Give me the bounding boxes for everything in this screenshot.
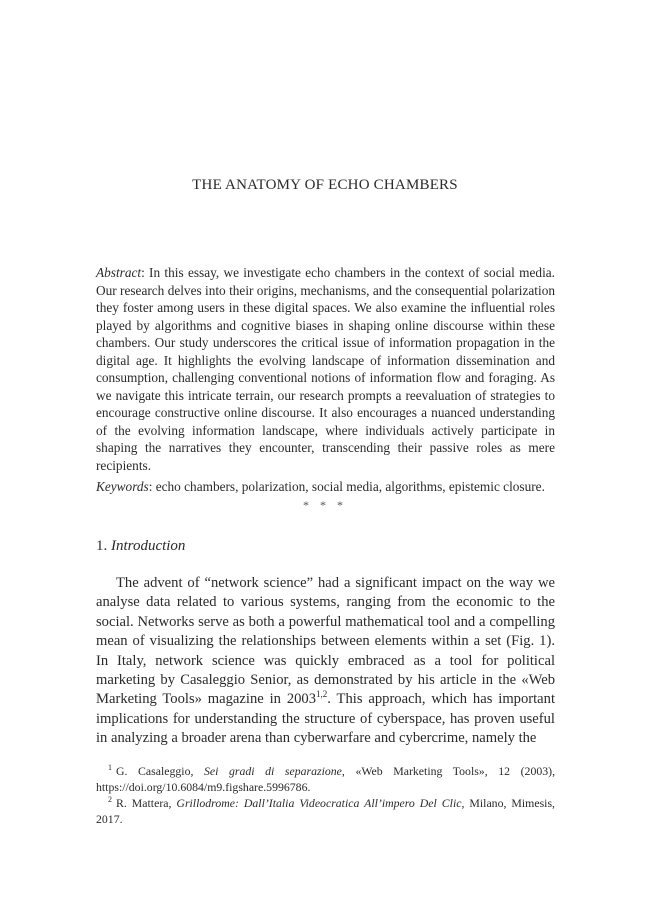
section-heading: [96, 538, 185, 555]
footnote-2-title: Grillodrome: Dall’Italia Videocratica All’impero Del Clic: [176, 796, 462, 810]
abstract-text: : In this essay, we investigate echo chambers in the context of social media. Our research delves into their origins, mechanisms, and the consequential polarization they foster among users in these digital spaces. We also examine the influential roles played by algorithms and cognitive biases in shaping online discourse within these chambers. Our study underscores the critical issue of information propagation in the digital age. It highlights the evolving landscape of information dissemination and consumption, challenging conventional notions of information flow and foraging. As we navigate this intricate terrain, our research prompts a reevaluation of strategies to encourage constructive online discourse. It also encourages a nuanced understanding of the evolving information landscape, where individuals actively participate in shaping the narratives they encounter, transcending their passive roles as mere recipients.: [96, 265, 555, 473]
footnote-2-author: R. Mattera,: [116, 796, 177, 810]
body-text-part-1: The advent of “network science” had a significant impact on the way we analyse data related to various systems, ranging from the economic to the social. Networks serve as both a powerful mathematical tool and a compelling mean of visualizing the relationships between elements within a set (Fig. 1). In Italy, network science was quickly embraced as a tool for political marketing by Casaleggio Senior, as demonstrated by his article in the «Web Marketing Tools» magazine in 2003: [96, 575, 555, 708]
keywords-paragraph: [96, 478, 555, 496]
footnote-2-marker: 2: [108, 795, 112, 805]
footnote-1-marker: 1: [108, 763, 112, 773]
abstract-paragraph: [96, 264, 555, 474]
body-text: [96, 574, 555, 749]
paper-title: THE ANATOMY OF ECHO CHAMBERS: [192, 177, 458, 193]
footnote-1-rest: , «Web Marketing Tools», 12 (2003), https://doi.org/10.6084/m9.figshare.5996786.: [96, 764, 556, 794]
body-paragraph: [96, 574, 555, 749]
body-text-part-2: . This approach, which has important implications for understanding the structure of cyberspace, has proven useful in analyzing a broader arena than cyberwarfare and cybercrime, namely the: [96, 691, 556, 747]
section-title: Introduction: [111, 538, 186, 554]
footnote-reference: 1,2: [316, 689, 328, 700]
footnotes: [96, 763, 555, 827]
footnote-1-title: Sei gradi di separazione: [204, 764, 342, 778]
footnote-1-author: G. Casaleggio,: [116, 764, 204, 778]
abstract-block: [96, 264, 555, 496]
keywords-text: : echo chambers, polarization, social media, algorithms, epistemic closure.: [148, 479, 545, 494]
section-number: 1.: [96, 538, 108, 554]
footnote-1: [96, 763, 555, 795]
footnote-2-rest: , Milano, Mimesis, 2017.: [96, 796, 555, 826]
footnote-2: [96, 795, 555, 827]
abstract-label: Abstract: [96, 265, 142, 280]
section-separator: * * *: [303, 498, 347, 512]
keywords-label: Keywords: [96, 479, 149, 494]
